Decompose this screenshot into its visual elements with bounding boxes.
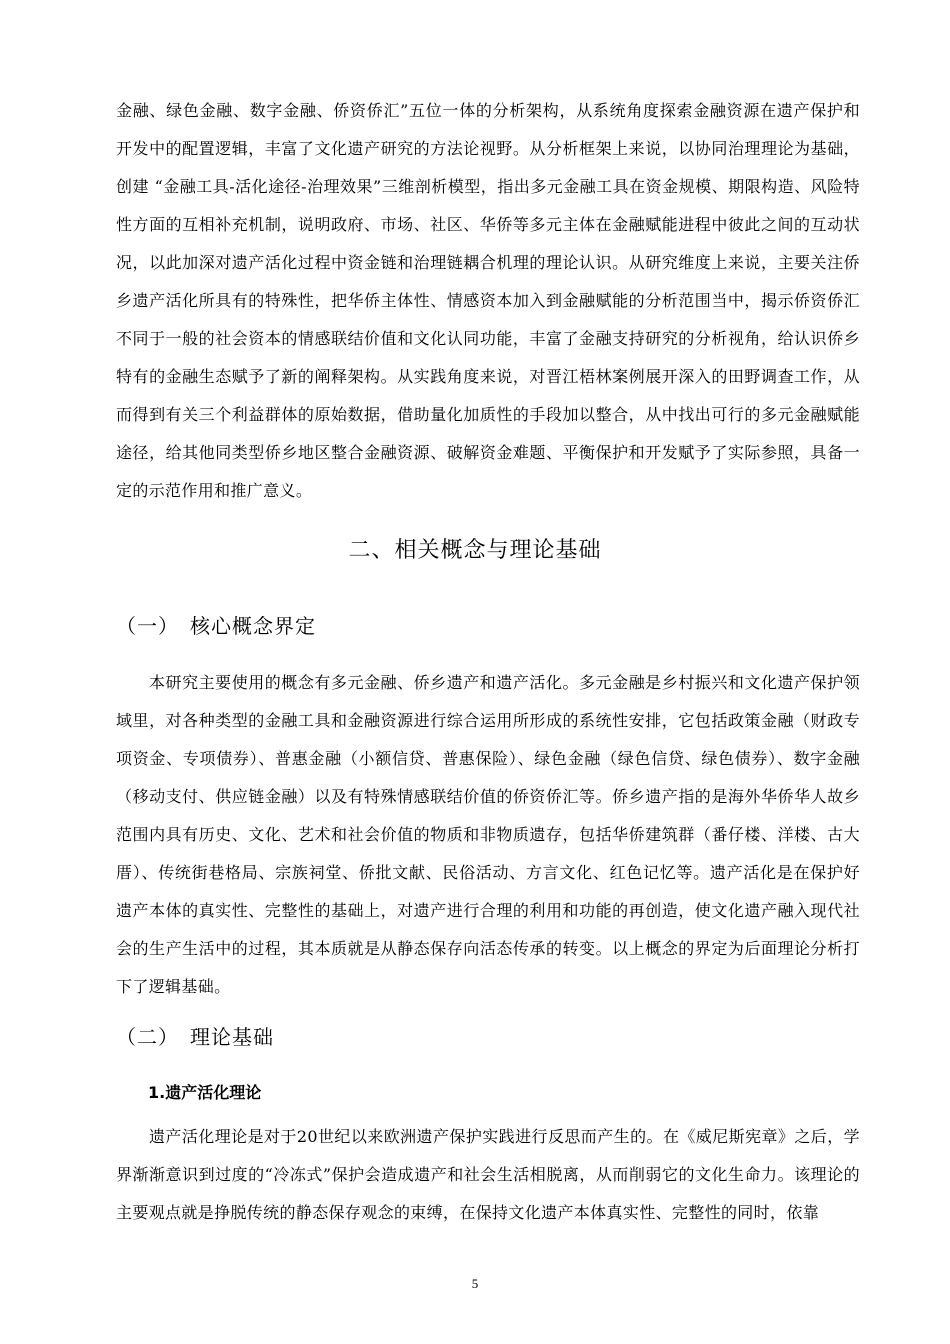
section-title: 理论基础 xyxy=(190,1025,274,1049)
section-number: （一） xyxy=(116,614,179,638)
body-paragraph-concepts: 本研究主要使用的概念有多元金融、侨乡遗产和遗产活化。多元金融是乡村振兴和文化遗产保护领域里，对各种类型的金融工具和金融资源进行综合运用所形成的系统性安排，它包括政策金融（财政专项资金、专项债券）、普惠金融（小额信贷、普惠保险）、绿色金融（绿色信贷、绿色债券）、数字金融（移动支付、供应链金融）以及有特殊情感联结价值的侨资侨汇等。侨乡遗产指的是海外华侨华人故乡范围内具有历史、文化、艺术和社会价值的物质和非物质遗存，包括华侨建筑群（番仔楼、洋楼、古大厝）、传统街巷格局、宗族祠堂、侨批文献、民俗活动、方言文化、红色记忆等。遗产活化是在保护好遗产本体的真实性、完整性的基础上，对遗产进行合理的利用和功能的再创造，使文化遗产融入现代社会的生产生活中的过程，其本质就是从静态保存向活态传承的转变。以上概念的界定为后面理论分析打下了逻辑基础。 xyxy=(116,673,860,996)
page-number: 5 xyxy=(471,1276,479,1291)
body-paragraph-intro: 金融、绿色金融、数字金融、侨资侨汇”五位一体的分析架构，从系统角度探索金融资源在遗产保护和开发中的配置逻辑，丰富了文化遗产研究的方法论视野。从分析框架上来说，以协同治理理论为基础，创建 “金融工具-活化途径-治理效果”三维剖析模型，指出多元金融工具在资金规模、期限构造、风险特性方面的互相补充机制，说明政府、市场、社区、华侨等多元主体在金融赋能进程中彼此之间的互动状况，以此加深对遗产活化过程中资金链和治理链耦合机理的理论认识。从研究维度上来说，主要关注侨乡遗产活化所具有的特殊性，把华侨主体性、情感资本加入到金融赋能的分析范围当中，揭示侨资侨汇不同于一般的社会资本的情感联结价值和文化认同功能，丰富了金融支持研究的分析视角，给认识侨乡特有的金融生态赋予了新的阐释架构。从实践角度来说，对晋江梧林案例展开深入的田野调查工作，从而得到有关三个利益群体的原始数据，借助量化加质性的手段加以整合，从中找出可行的多元金融赋能途径，给其他同类型侨乡地区整合金融资源、破解资金难题、平衡保护和开发赋予了实际参照，具备一定的示范作用和推广意义。 xyxy=(116,101,860,500)
section-number: （二） xyxy=(116,1025,179,1049)
section-heading-theory xyxy=(116,1022,274,1052)
body-paragraph-theory: 遗产活化理论是对于20世纪以来欧洲遗产保护实践进行反思而产生的。在《威尼斯宪章》之后，学界渐渐意识到过度的“冷冻式”保护会造成遗产和社会生活相脱离，从而削弱它的文化生命力。该理论的主要观点就是挣脱传统的静态保存观念的束缚，在保持文化遗产本体真实性、完整性的同时，依靠 xyxy=(116,1127,860,1222)
subsection-heading-heritage-activation: 1.遗产活化理论 xyxy=(148,1083,262,1102)
chapter-heading: 二、相关概念与理论基础 xyxy=(348,538,602,563)
section-title: 核心概念界定 xyxy=(190,614,316,638)
section-heading-core-concepts xyxy=(116,611,316,641)
